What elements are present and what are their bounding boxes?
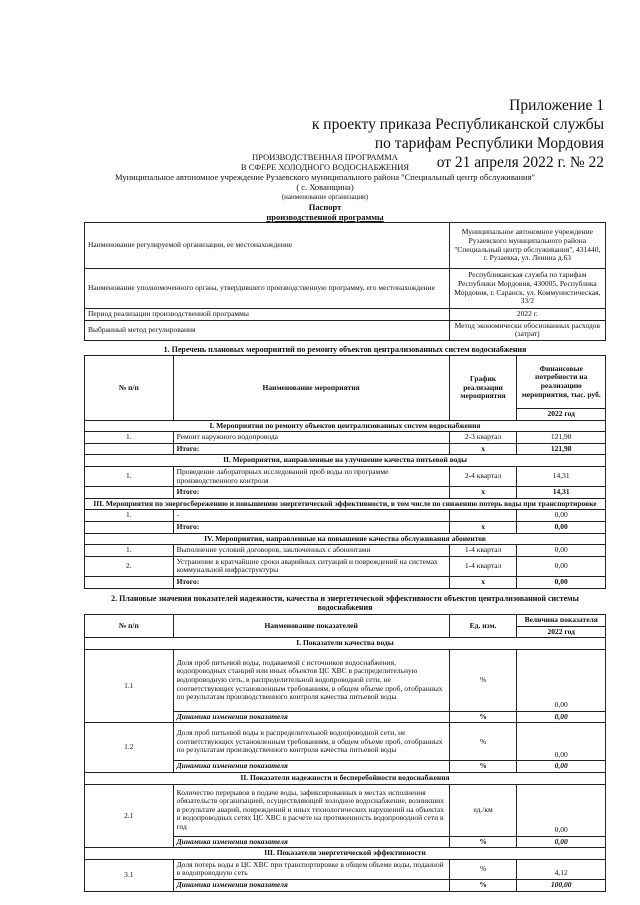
table-row <box>85 545 606 557</box>
section-1 <box>84 345 606 589</box>
total-row <box>85 521 606 533</box>
section-1-title: 1. Перечень плановых мероприятий по ремонту объектов централизованных систем водоснабжения <box>163 345 527 354</box>
col-name-header: Наименование мероприятия <box>173 356 449 421</box>
group-title: II. Показатели надежности и бесперебойности водоснабжения <box>85 772 606 784</box>
dynamics-label: Динамика изменения показателя <box>173 879 449 891</box>
passport-row <box>85 223 606 269</box>
program-title-1: ПРОИЗВОДСТВЕННАЯ ПРОГРАММА <box>252 152 398 162</box>
row-value: 14,31 <box>517 466 606 486</box>
total-x: x <box>449 443 517 455</box>
dynamics-value: 0,00 <box>517 711 606 723</box>
col-num-header: № п/п <box>85 615 174 638</box>
row-value: 0,00 <box>517 556 606 576</box>
program-header <box>70 152 580 222</box>
appendix-line-2: к проекту приказа Республиканской службы <box>311 116 604 133</box>
passport-value: 2022 г. <box>449 309 605 321</box>
total-row <box>85 443 606 455</box>
row-schedule: 1-4 квартал <box>449 545 517 557</box>
total-value: 0,00 <box>517 521 606 533</box>
total-value: 14,31 <box>517 487 606 499</box>
row-name: Доля потерь воды в ЦС ХВС при транспортировке в общем объеме воды, поданной в водопроводную сеть <box>173 859 449 879</box>
total-row <box>85 487 606 499</box>
passport-label: Период реализации производственной программы <box>85 309 450 321</box>
passport-subtitle: производственной программы <box>266 212 384 222</box>
row-unit: % <box>449 723 517 761</box>
group-title: IV. Мероприятия, направленные на повышение качества обслуживания абонентов <box>85 533 606 545</box>
row-num: 1.2 <box>85 723 174 773</box>
passport-table-wrap <box>84 222 606 341</box>
dynamics-label: Динамика изменения показателя <box>173 836 449 848</box>
col-value-header: Величина показателя <box>517 615 606 627</box>
row-num: 1. <box>85 510 174 522</box>
dynamics-unit: % <box>449 879 517 891</box>
table-row <box>85 466 606 486</box>
activities-header <box>85 356 606 409</box>
dynamics-value: 0,00 <box>517 836 606 848</box>
total-label: Итого: <box>173 443 449 455</box>
col-year-header: 2022 год <box>517 626 606 638</box>
row-name: Доля проб питьевой воды, подаваемой с источников водоснабжения, водопроводных станций или иных объектов ЦС ХВС в распределительную водопроводную сеть, в распределительной водопроводной сети, не соответствующих установленным требованиям, в общем объеме проб, отобранных по результатам производственного контроля качества питьевой воды <box>173 649 449 711</box>
row-num: 1. <box>85 466 174 486</box>
row-unit: % <box>449 859 517 879</box>
section-2-title: 2. Плановые значения показателей надежности, качества и энергетической эффективности объектов централизованной системы водоснабжения <box>111 594 579 612</box>
passport-row <box>85 309 606 321</box>
indicators-table <box>84 614 606 892</box>
dynamics-value: 0,00 <box>517 761 606 773</box>
organization-place: ( с. Хованщина) <box>296 182 354 192</box>
col-finance-header: Финансовые потребности на реализацию мероприятия, тыс. руб. <box>517 356 606 409</box>
organization-caption: (наименование организации) <box>281 193 369 201</box>
dynamics-value: 100,00 <box>517 879 606 891</box>
passport-title: Паспорт <box>308 202 342 212</box>
col-name-header: Наименование показателей <box>173 615 449 638</box>
table-row <box>85 723 606 761</box>
row-value: 0,00 <box>517 510 606 522</box>
row-value: 4,12 <box>517 859 606 879</box>
total-label: Итого: <box>173 487 449 499</box>
row-unit: ед./км <box>449 784 517 836</box>
row-name: Ремонт наружного водопровода <box>173 432 449 444</box>
passport-value: Метод экономически обоснованных расходов (затрат) <box>449 320 605 340</box>
row-num: 1. <box>85 545 174 557</box>
table-row <box>85 432 606 444</box>
group-title: III. Мероприятия по энергосбережению и повышению энергетической эффективности, в том числе по снижению потерь воды при транспортировке <box>85 498 606 510</box>
row-value: 0,00 <box>517 723 606 761</box>
row-num: 2. <box>85 556 174 576</box>
passport-row <box>85 269 606 309</box>
section-2 <box>84 594 606 892</box>
total-value: 121,98 <box>517 443 606 455</box>
passport-label: Наименование уполномоченного органа, утвердившего производственную программу, его местонахождение <box>85 269 450 309</box>
table-row <box>85 784 606 836</box>
total-x: x <box>449 576 517 588</box>
col-num-header: № п/п <box>85 356 174 421</box>
row-name: Выполнение условий договоров, заключенных с абонентами <box>173 545 449 557</box>
appendix-line-1: Приложение 1 <box>509 97 604 114</box>
passport-value: Муниципальное автономное учреждение Рузаевского муниципального района "Специальный центр обслуживания", 431440, г. Рузаевка, ул. Ленина д.63 <box>449 223 605 269</box>
dynamics-unit: % <box>449 836 517 848</box>
col-unit-header: Ед. изм. <box>449 615 517 638</box>
table-row <box>85 649 606 711</box>
table-row <box>85 859 606 879</box>
passport-value: Республиканская служба по тарифам Республики Мордовия, 430005, Республика Мордовия, г. Саранск, ул. Коммунистическая, 33/2 <box>449 269 605 309</box>
col-year-header: 2022 год <box>517 409 606 421</box>
appendix-line-3: по тарифам Республики Мордовия <box>374 135 604 152</box>
dynamics-label: Динамика изменения показателя <box>173 711 449 723</box>
activities-table <box>84 355 606 589</box>
total-row <box>85 576 606 588</box>
organization-name: Муниципальное автономное учреждение Рузаевского муниципального района "Специальный центр обслуживания" <box>115 172 535 182</box>
total-x: x <box>449 487 517 499</box>
dynamics-label: Динамика изменения показателя <box>173 761 449 773</box>
row-num: 1.1 <box>85 649 174 723</box>
appendix-line-4: от 21 апреля 2022 г. № 22 <box>436 154 604 171</box>
table-row <box>85 556 606 576</box>
group-title: I. Показатели качества воды <box>85 638 606 650</box>
dynamics-unit: % <box>449 761 517 773</box>
group-title: III. Показатели энергетической эффективности <box>85 848 606 860</box>
total-value: 0,00 <box>517 576 606 588</box>
row-num: 1. <box>85 432 174 444</box>
total-x: x <box>449 521 517 533</box>
row-name: Проведение лабораторных исследований проб воды по программе производственного контроля <box>173 466 449 486</box>
passport-row <box>85 320 606 340</box>
row-schedule: 1-4 квартал <box>449 556 517 576</box>
table-row <box>85 510 606 522</box>
row-value: 0,00 <box>517 545 606 557</box>
row-name: Устранение в кратчайшие сроки аварийных ситуаций и повреждений на системах коммунальной инфраструктуры <box>173 556 449 576</box>
row-name: - <box>173 510 449 522</box>
passport-label: Наименование регулируемой организации, ее местонахождение <box>85 223 450 269</box>
passport-table <box>84 222 606 341</box>
row-schedule <box>449 510 517 522</box>
indicators-header <box>85 615 606 627</box>
row-name: Доля проб питьевой воды в распределительной водопроводной сети, не соответствующих установленным требованиям, в общем объеме проб, отобранных по результатам производственного контроля качества питьевой воды <box>173 723 449 761</box>
col-schedule-header: График реализации мероприятия <box>449 356 517 421</box>
row-unit: % <box>449 649 517 711</box>
group-title: I. Мероприятия по ремонту объектов централизованных систем водоснабжения <box>85 420 606 432</box>
row-schedule: 2-4 квартал <box>449 466 517 486</box>
group-title: II. Мероприятия, направленные на улучшение качества питьевой воды <box>85 455 606 467</box>
total-label: Итого: <box>173 576 449 588</box>
passport-label: Выбранный метод регулирования <box>85 320 450 340</box>
row-num: 2.1 <box>85 784 174 848</box>
row-value: 0,00 <box>517 649 606 711</box>
total-label: Итого: <box>173 521 449 533</box>
program-title-2: В СФЕРЕ ХОЛОДНОГО ВОДОСНАБЖЕНИЯ <box>240 162 410 172</box>
row-schedule: 2-3 квартал <box>449 432 517 444</box>
row-value: 0,00 <box>517 784 606 836</box>
row-num: 3.1 <box>85 859 174 891</box>
row-name: Количество перерывов в подаче воды, зафиксированных в местах исполнения обязательств организацией, осуществляющей холодное водоснабжение, возникших в результате аварий, повреждений и иных технологических нарушений на объектах и водопроводных сетях ЦС ХВС в расчете на протяженность водопроводной сети в год <box>173 784 449 836</box>
dynamics-unit: % <box>449 711 517 723</box>
row-value: 121,98 <box>517 432 606 444</box>
